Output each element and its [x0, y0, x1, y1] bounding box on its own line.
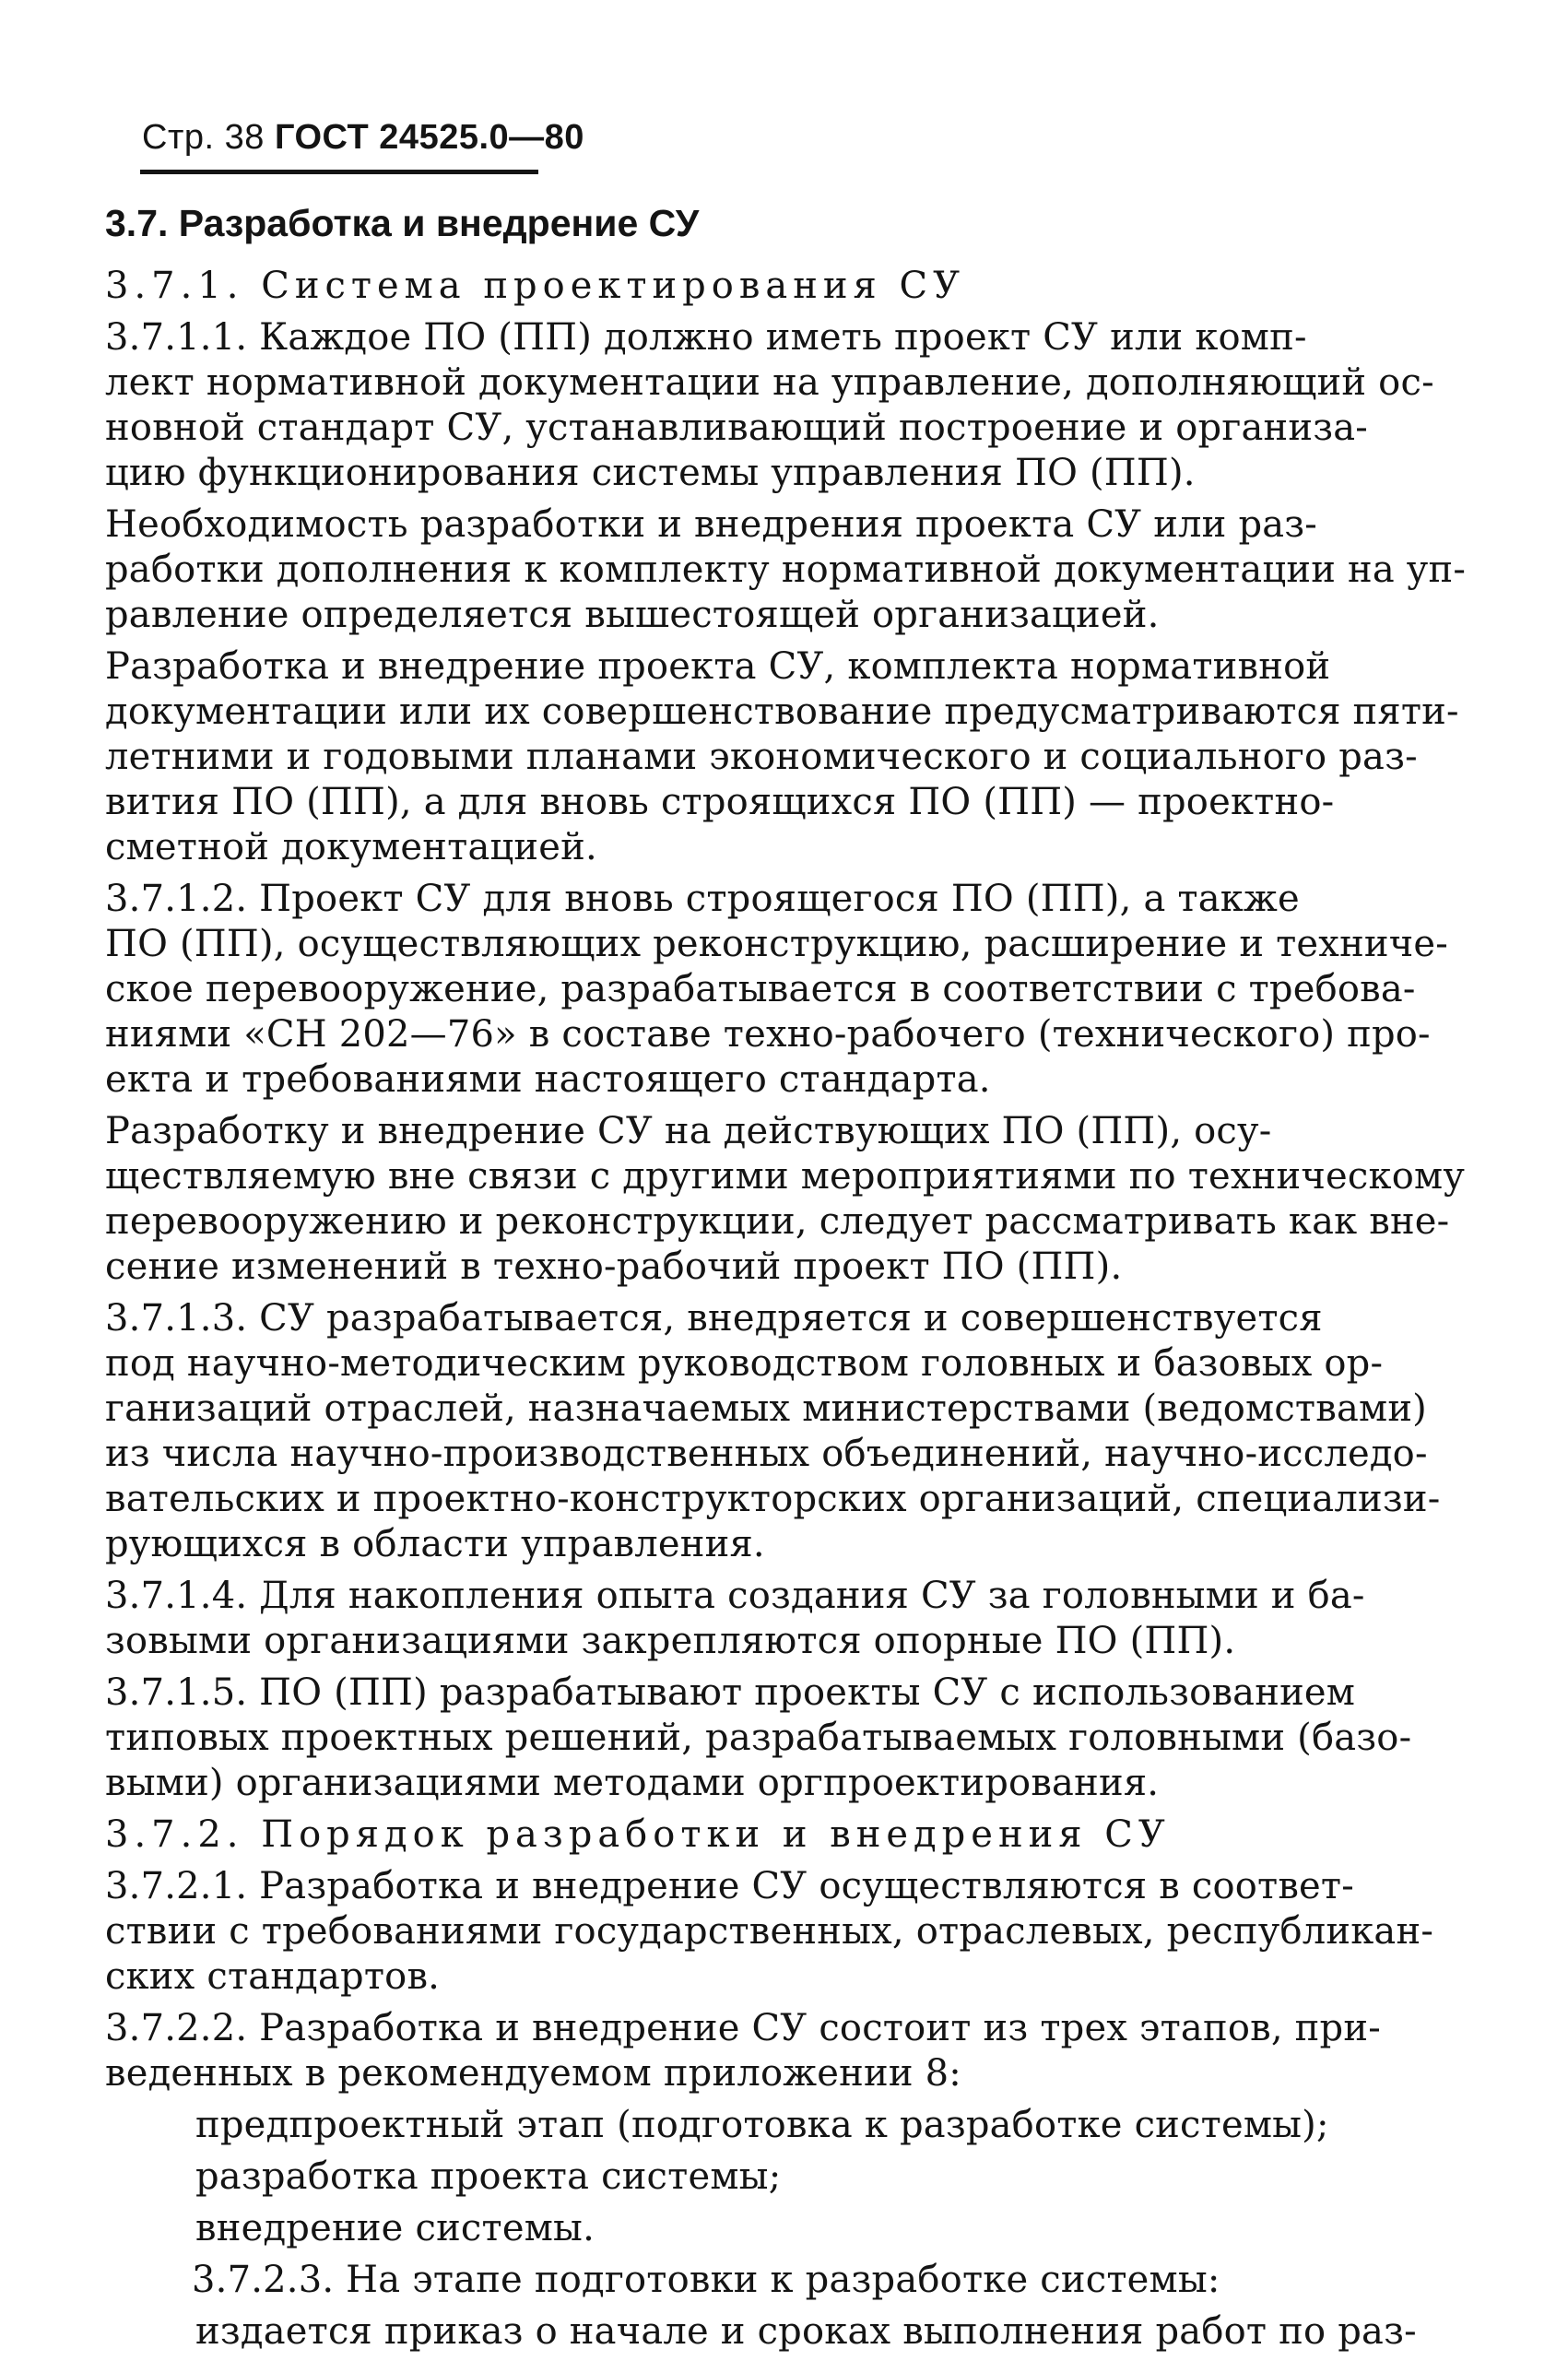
text-line: предпроектный этап (подготовка к разработке системы); — [195, 2104, 1329, 2146]
text-line: равление определяется вышестоящей организацией. — [105, 594, 1160, 636]
text-line: перевооружению и реконструкции, следует рассматривать как вне- — [105, 1200, 1450, 1243]
text-line: разработка проекта системы; — [195, 2155, 782, 2198]
text-line: 3.7.1. Система проектирования СУ — [105, 265, 965, 307]
paragraph — [105, 502, 1467, 638]
paragraph-3-7-2-2 — [105, 2006, 1422, 2096]
list-item — [192, 2206, 1422, 2251]
text-line: 3.7.1.4. Для накопления опыта создания СУ за головными и ба- — [105, 1575, 1365, 1617]
text-line: 3.7.2. Порядок разработки и внедрения СУ — [105, 1813, 1171, 1856]
paragraph — [192, 2309, 1422, 2355]
paragraph-3-7-2-3 — [192, 2258, 1422, 2303]
paragraph-3-7-1-1 — [105, 315, 1434, 496]
text-line: 3.7.2.3. На этапе подготовки к разработке системы: — [192, 2259, 1220, 2301]
text-line: веденных в рекомендуемом приложении 8: — [105, 2052, 961, 2095]
page-label: Стр. 38 — [142, 118, 265, 157]
text-line: Необходимость разработки и внедрения проекта СУ или раз- — [105, 503, 1318, 546]
text-line: зовыми организациями закрепляются опорные ПО (ПП). — [105, 1620, 1236, 1662]
standard-number: ГОСТ 24525.0—80 — [274, 118, 584, 157]
text-line: ниями «СН 202—76» в составе техно-рабочего (технического) про- — [105, 1013, 1431, 1056]
text-line: работки дополнения к комплекту нормативной документации на уп- — [105, 549, 1467, 591]
text-line: Разработку и внедрение СУ на действующих ПО (ПП), осу- — [105, 1110, 1272, 1152]
paragraph-3-7-1-2 — [105, 877, 1449, 1103]
text-line: рующихся в области управления. — [105, 1523, 765, 1565]
text-line: Разработка и внедрение проекта СУ, комплекта нормативной — [105, 645, 1331, 688]
text-line: документации или их совершенствование предусматриваются пяти- — [105, 691, 1459, 733]
subsection-heading-3-7-1 — [105, 264, 1422, 309]
text-line: цию функционирования системы управления ПО (ПП). — [105, 452, 1196, 494]
text-line: 3.7.2.2. Разработка и внедрение СУ состоит из трех этапов, при- — [105, 2007, 1381, 2049]
text-line: ганизаций отраслей, назначаемых министерствами (ведомствами) — [105, 1387, 1427, 1430]
text-line: ствии с требованиями государственных, отраслевых, республикан- — [105, 1910, 1434, 1953]
paragraph-3-7-1-5 — [105, 1670, 1422, 1806]
text-line: екта и требованиями настоящего стандарта. — [105, 1058, 991, 1101]
text-line: ское перевооружение, разрабатывается в соответствии с требова- — [105, 968, 1416, 1010]
list-item — [192, 2103, 1422, 2148]
subsection-heading-3-7-2 — [105, 1812, 1422, 1858]
running-head — [142, 118, 584, 158]
text-line: 3.7.1.1. Каждое ПО (ПП) должно иметь проект СУ или комп- — [105, 316, 1307, 359]
text-line: внедрение системы. — [195, 2207, 595, 2249]
text-line: вития ПО (ПП), а для вновь строящихся ПО (ПП) — проектно- — [105, 781, 1335, 823]
text-line: сметной документацией. — [105, 826, 597, 868]
text-line: 3.7.1.2. Проект СУ для вновь строящегося ПО (ПП), а также — [105, 878, 1300, 920]
text-line: 3.7.2.1. Разработка и внедрение СУ осуществляются в соответ- — [105, 1865, 1354, 1907]
text-line: из числа научно-производственных объединений, научно-исследо- — [105, 1433, 1428, 1475]
text-line: летними и годовыми планами экономического и социального раз- — [105, 736, 1418, 778]
header-rule — [140, 170, 538, 174]
text-line: издается приказ о начале и сроках выполнения работ по раз- — [195, 2310, 1417, 2353]
text-line: лект нормативной документации на управление, дополняющий ос- — [105, 361, 1434, 404]
paragraph — [105, 644, 1459, 870]
text-line: 3.7.1.3. СУ разрабатывается, внедряется и совершенствуется — [105, 1297, 1323, 1340]
list-item — [192, 2154, 1422, 2200]
text-line: 3.7.1.5. ПО (ПП) разрабатывают проекты СУ с использованием — [105, 1671, 1356, 1714]
text-line: сение изменений в техно-рабочий проект ПО (ПП). — [105, 1245, 1123, 1288]
paragraph-3-7-1-3 — [105, 1296, 1441, 1567]
text-line: ПО (ПП), осуществляющих реконструкцию, расширение и техниче- — [105, 923, 1449, 965]
text-line: новной стандарт СУ, устанавливающий построение и организа- — [105, 407, 1369, 449]
text-line: ских стандартов. — [105, 1955, 441, 1998]
text-line: выми) организациями методами оргпроектирования. — [105, 1762, 1160, 1804]
text-line: ществляемую вне связи с другими мероприятиями по техническому — [105, 1155, 1466, 1198]
paragraph-3-7-1-4 — [105, 1574, 1422, 1664]
text-line: вательских и проектно-конструкторских организаций, специализи- — [105, 1478, 1441, 1520]
section-heading: 3.7. Разработка и внедрение СУ — [105, 202, 700, 244]
paragraph-3-7-2-1 — [105, 1864, 1434, 2000]
paragraph — [105, 1109, 1466, 1290]
body-text — [105, 195, 1467, 2361]
text-line: типовых проектных решений, разрабатываемых головными (базо- — [105, 1717, 1412, 1759]
text-line: под научно-методическим руководством головных и базовых ор- — [105, 1342, 1384, 1385]
